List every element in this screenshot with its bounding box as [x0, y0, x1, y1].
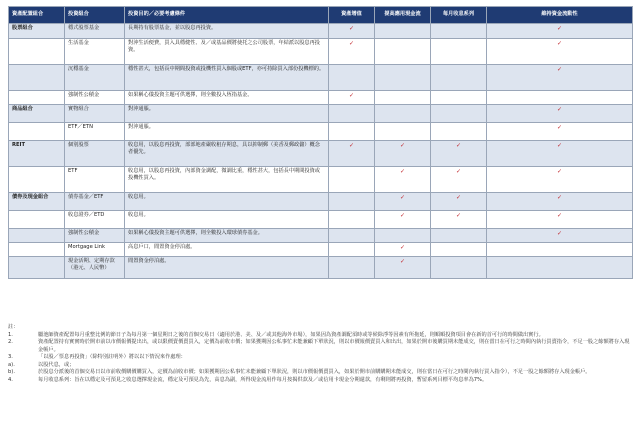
- check-cell: ✓: [329, 24, 375, 39]
- check-cell: [329, 243, 375, 257]
- check-cell: ✓: [487, 141, 633, 167]
- category-cell: [9, 65, 65, 91]
- check-cell: [329, 229, 375, 243]
- header-liquidity: 維持資金流動性: [487, 7, 633, 24]
- check-cell: [431, 243, 487, 257]
- note-item: [8, 377, 632, 385]
- category-cell: 債券及現金組合: [9, 193, 65, 211]
- check-cell: [487, 257, 633, 279]
- check-cell: ✓: [329, 39, 375, 65]
- check-cell: [487, 243, 633, 257]
- table-row: [9, 91, 633, 105]
- portfolio-name-cell: 收息證券／ETD: [65, 211, 125, 229]
- header-cashflow: 提高應用現金流: [375, 7, 431, 24]
- note-text: 資產配置持有實實時於開市前以市價報價提出出，或以限價賣價賣買入，定價為前收市價；如果獲期因公私事忙未能兼顧下單狀況，則以市價報價賣買入和出出，如果於開市後購買期未能成交，則在當日在可行之時間內執行買賣指令，不足一股之餘額將存入現金帳戶。: [38, 339, 630, 353]
- purpose-cell: 如果稱心儀投資主題可供選擇，則全數投入恆指基金。: [125, 91, 329, 105]
- check-cell: ✓: [375, 211, 431, 229]
- purpose-cell: 收息用。: [125, 211, 329, 229]
- check-cell: ✓: [329, 141, 375, 167]
- check-cell: ✓: [375, 243, 431, 257]
- table-row: [9, 193, 633, 211]
- check-cell: [329, 211, 375, 229]
- note-key: 2.: [8, 339, 13, 346]
- check-cell: [375, 65, 431, 91]
- portfolio-name-cell: 強制性公積金: [65, 229, 125, 243]
- table-row: [9, 167, 633, 193]
- note-item: [8, 369, 632, 377]
- check-cell: ✓: [487, 65, 633, 91]
- category-cell: 商品組合: [9, 105, 65, 123]
- portfolio-name-cell: 強制性公積金: [65, 91, 125, 105]
- category-cell: REIT: [9, 141, 65, 167]
- check-cell: [431, 39, 487, 65]
- note-item: [8, 339, 632, 354]
- table-row: [9, 105, 633, 123]
- category-cell: [9, 39, 65, 65]
- table-row: [9, 257, 633, 279]
- category-cell: [9, 91, 65, 105]
- check-cell: [375, 123, 431, 141]
- check-cell: [431, 123, 487, 141]
- check-cell: [375, 24, 431, 39]
- purpose-cell: 收息用，以股息再投資，部部地產嚴收租存期息，具以抑制郵（美香及郵政儲）概念者優先。: [125, 141, 329, 167]
- asset-allocation-table: [8, 6, 633, 279]
- note-key: 4.: [8, 376, 13, 383]
- check-cell: ✓: [375, 141, 431, 167]
- check-cell: [375, 39, 431, 65]
- table-row: [9, 24, 633, 39]
- purpose-cell: 如果稱心儀投資主題可供選擇，則全數投入環球債券基金。: [125, 229, 329, 243]
- header-monthly-income: 每月收息系列: [431, 7, 487, 24]
- note-key: b).: [8, 369, 15, 376]
- check-cell: ✓: [487, 167, 633, 193]
- check-cell: ✓: [487, 193, 633, 211]
- header-purpose: 投資目的／必要考慮條件: [125, 7, 329, 24]
- purpose-cell: 收息用，以股息再投資，內部資金調配，微調比重，穩性甚大，包括長中期間投資或投機性買入。: [125, 167, 329, 193]
- check-cell: [431, 105, 487, 123]
- portfolio-name-cell: 穩式股票基金: [65, 24, 125, 39]
- check-cell: [431, 65, 487, 91]
- check-cell: ✓: [487, 123, 633, 141]
- check-cell: [329, 123, 375, 141]
- portfolio-name-cell: 沉穩基金: [65, 65, 125, 91]
- check-cell: ✓: [431, 193, 487, 211]
- header-growth: 資產增值: [329, 7, 375, 24]
- check-cell: ✓: [487, 229, 633, 243]
- check-cell: ✓: [431, 211, 487, 229]
- table-row: [9, 229, 633, 243]
- table-row: [9, 211, 633, 229]
- notes-section: [8, 324, 632, 384]
- note-item: [8, 354, 632, 362]
- purpose-cell: 閒置資金停泊處。: [125, 257, 329, 279]
- table-header-row: [9, 7, 633, 24]
- check-cell: ✓: [375, 257, 431, 279]
- note-text: 每月收息系列：旨在以穩定及可預見之收息選擇現金流，穩定及可預見為先，高息為副，所得現金流用作每月按揭供款及／或信用卡現金分期還款，有剩則將再投資，暫留系列目標平均息率為7%。: [38, 376, 488, 383]
- portfolio-name-cell: ETF: [65, 167, 125, 193]
- table-body: [9, 24, 633, 279]
- check-cell: [375, 229, 431, 243]
- table-row: [9, 243, 633, 257]
- check-cell: [431, 229, 487, 243]
- check-cell: [329, 167, 375, 193]
- portfolio-name-cell: 實物組合: [65, 105, 125, 123]
- portfolio-name-cell: 債券基金／ETF: [65, 193, 125, 211]
- check-cell: ✓: [487, 39, 633, 65]
- note-text: 於股息分派後的首個交易日以市前收價購價購買入，定價為前收市價；如果獲期因公私事忙未能兼顧下單狀況，則以市價報價賣買入，如果於開市前購購期未能成交，則在當日在可行之時間內執行買入指令），不足一股之餘額將存入現金帳戶。: [38, 369, 591, 376]
- check-cell: ✓: [329, 91, 375, 105]
- note-item: [8, 332, 632, 340]
- category-cell: [9, 123, 65, 141]
- check-cell: [431, 257, 487, 279]
- portfolio-name-cell: ETF／ETN: [65, 123, 125, 141]
- category-cell: [9, 243, 65, 257]
- purpose-cell: 對沖通脹。: [125, 123, 329, 141]
- table-row: [9, 123, 633, 141]
- check-cell: [329, 193, 375, 211]
- portfolio-name-cell: 個別股票: [65, 141, 125, 167]
- category-cell: [9, 211, 65, 229]
- purpose-cell: 長期持有股票基金，並以股息再投資。: [125, 24, 329, 39]
- purpose-cell: 穩性甚大，包括長中期間投資或投機性買入個股或ETF，亦可持除買入部份投機標的。: [125, 65, 329, 91]
- category-cell: [9, 257, 65, 279]
- check-cell: ✓: [487, 105, 633, 123]
- portfolio-name-cell: Mortgage Link: [65, 243, 125, 257]
- table-row: [9, 65, 633, 91]
- note-key: 3.: [8, 354, 13, 361]
- purpose-cell: 高息戶口，閒置資金停泊處。: [125, 243, 329, 257]
- check-cell: ✓: [487, 211, 633, 229]
- portfolio-name-cell: 現金活期、定期存款（港元、人民幣）: [65, 257, 125, 279]
- check-cell: [375, 91, 431, 105]
- check-cell: ✓: [375, 193, 431, 211]
- check-cell: [487, 91, 633, 105]
- category-cell: [9, 167, 65, 193]
- check-cell: ✓: [375, 167, 431, 193]
- category-cell: [9, 229, 65, 243]
- category-cell: 股票組合: [9, 24, 65, 39]
- note-key: a).: [8, 361, 15, 368]
- note-key: 1.: [8, 331, 13, 338]
- header-portfolio: 投資組合: [65, 7, 125, 24]
- purpose-cell: 對沖生活便費，買入具穩健性、及／或基品價將使托之公司股票，年結派以股息再投資。: [125, 39, 329, 65]
- check-cell: [431, 91, 487, 105]
- check-cell: [329, 257, 375, 279]
- check-cell: ✓: [487, 24, 633, 39]
- check-cell: [431, 24, 487, 39]
- notes-title: 註：: [8, 324, 19, 330]
- note-text: 屬池師資產配置每月重整比例的節日子為每月第一個星期日之後的首個交易日（適用於港、美、及／或其他海外市場），如果因為資產調配須時或等候除淨等因素有所拖延，則順順投資項目會在新的首可行的時間做出實行。: [38, 331, 544, 338]
- check-cell: [329, 65, 375, 91]
- header-allocation: 資產配置組合: [9, 7, 65, 24]
- check-cell: [375, 105, 431, 123]
- table-row: [9, 39, 633, 65]
- notes-list: [8, 332, 632, 385]
- check-cell: ✓: [431, 141, 487, 167]
- check-cell: ✓: [431, 167, 487, 193]
- table-row: [9, 141, 633, 167]
- portfolio-name-cell: 生活基金: [65, 39, 125, 65]
- purpose-cell: 對沖通脹。: [125, 105, 329, 123]
- purpose-cell: 收息用。: [125, 193, 329, 211]
- note-text: 「以股／票息再投資」（除特別註明外）將以以下情況來作處理：: [38, 354, 186, 361]
- check-cell: [329, 105, 375, 123]
- note-text: 以股代息，或；: [38, 361, 75, 368]
